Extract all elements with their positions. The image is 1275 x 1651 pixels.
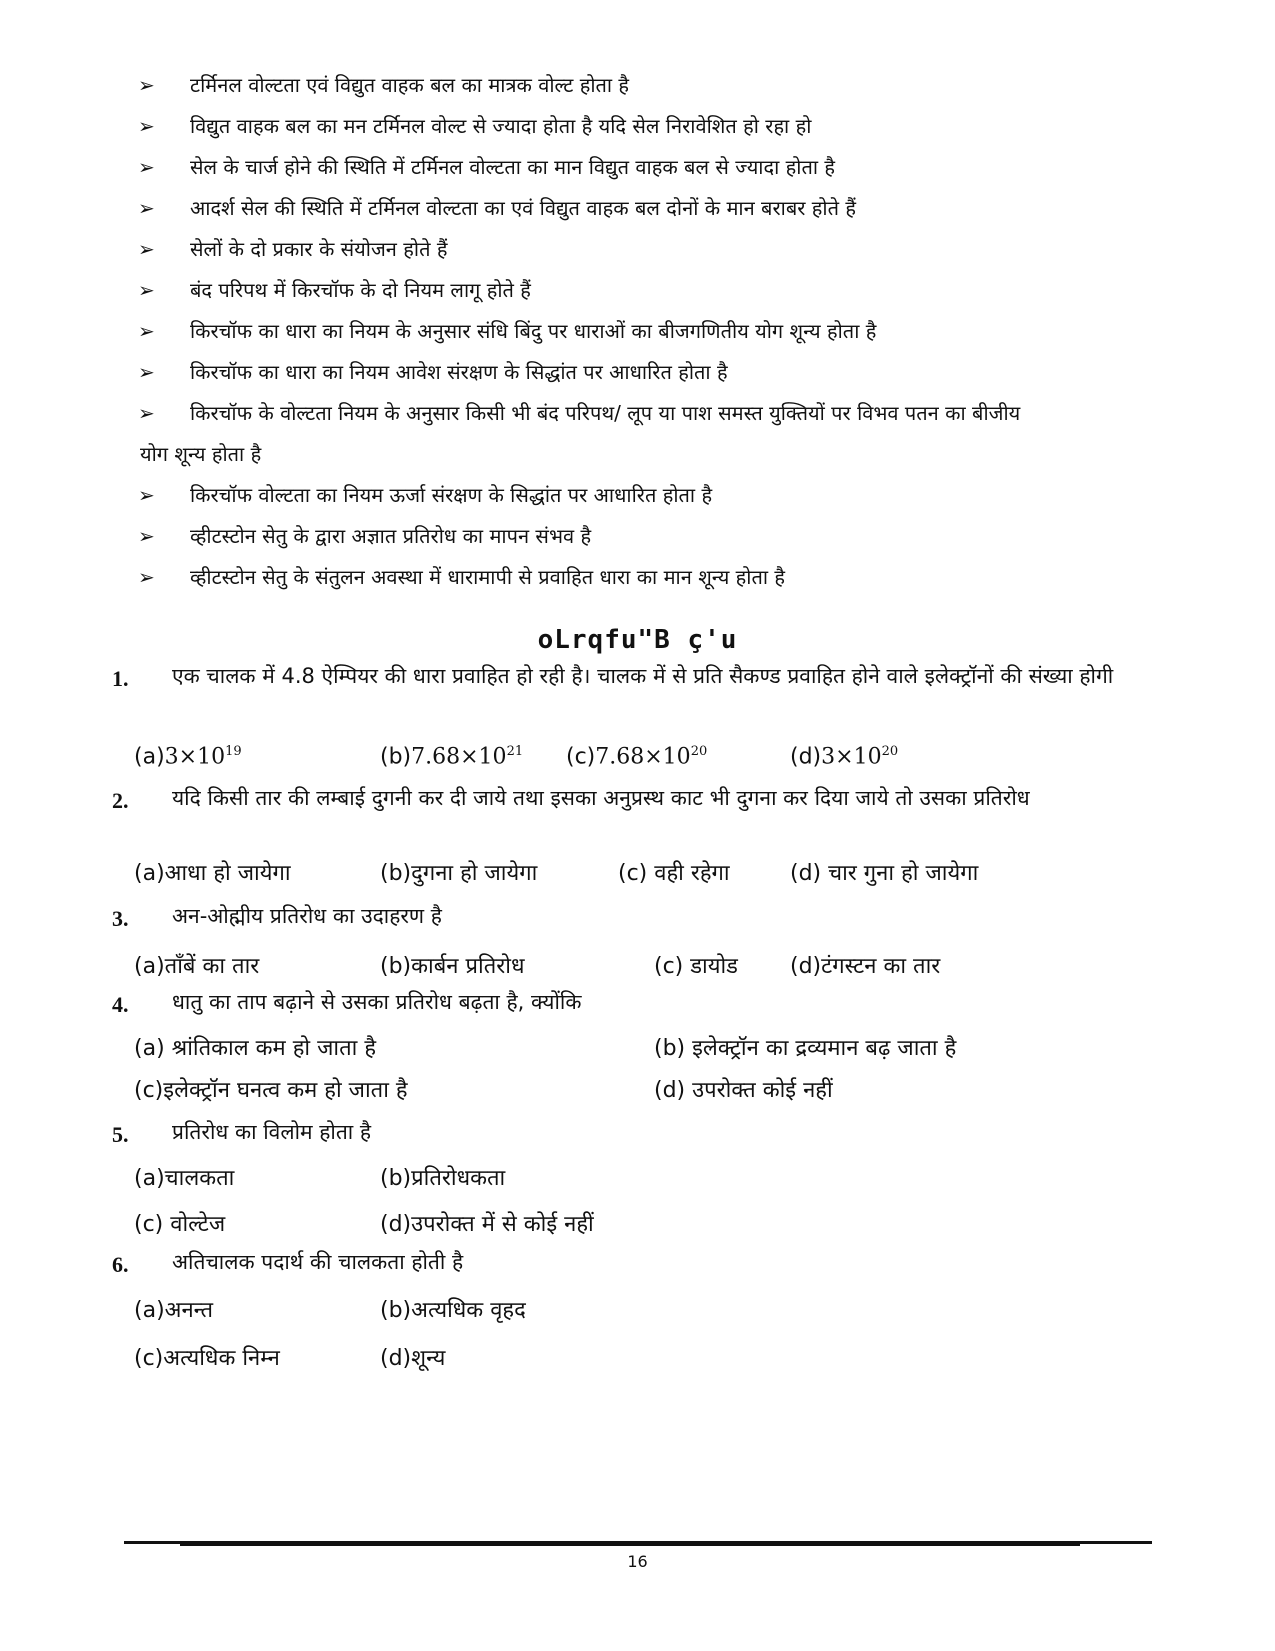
- option-c: (c)इलेक्ट्रॉन घनत्व कम हो जाता है: [134, 1078, 408, 1103]
- arrow-bullet-icon: ➢: [138, 278, 155, 302]
- question-text: अन-ओह्मीय प्रतिरोध का उदाहरण है: [172, 904, 442, 928]
- arrow-bullet-icon: ➢: [138, 114, 155, 138]
- option-c: (c) वही रहेगा: [618, 861, 730, 886]
- question-number: 4.: [112, 992, 129, 1017]
- question-number: 3.: [112, 906, 129, 931]
- question-text: प्रतिरोध का विलोम होता है: [172, 1120, 372, 1144]
- list-item: ➢ विद्युत वाहक बल का मन टर्मिनल वोल्ट से ज्यादा होता है यदि सेल निरावेशित हो रहा हो: [138, 114, 812, 138]
- option-d: (d)शून्य: [380, 1346, 446, 1371]
- arrow-bullet-icon: ➢: [138, 237, 155, 261]
- arrow-bullet-icon: ➢: [138, 360, 155, 384]
- list-item: ➢ किरचॉफ का धारा का नियम के अनुसार संधि बिंदु पर धाराओं का बीजगणितीय योग शून्य होता है: [138, 319, 877, 343]
- question-text: यदि किसी तार की लम्बाई दुगनी कर दी जाये तथा इसका अनुप्रस्थ काट भी दुगना कर दिया जाये तो उसका प्रतिरोध: [172, 786, 1030, 810]
- arrow-bullet-icon: ➢: [138, 565, 155, 589]
- option-b: (b)प्रतिरोधकता: [380, 1166, 506, 1191]
- option-b: (b)अत्यधिक वृहद: [380, 1298, 526, 1323]
- option-d: (d)टंगस्टन का तार: [790, 954, 941, 979]
- option-c: (c) डायोड: [654, 954, 738, 979]
- question-number: 5.: [112, 1122, 129, 1147]
- list-item: ➢ सेल के चार्ज होने की स्थिति में टर्मिनल वोल्टता का मान विद्युत वाहक बल से ज्यादा होता है: [138, 155, 835, 179]
- question-number: 2.: [112, 788, 129, 813]
- list-item: ➢ किरचॉफ वोल्टता का नियम ऊर्जा संरक्षण के सिद्धांत पर आधारित होता है: [138, 483, 713, 507]
- question-text: धातु का ताप बढ़ाने से उसका प्रतिरोध बढ़ता है, क्योंकि: [172, 990, 582, 1014]
- option-d: (d) चार गुना हो जायेगा: [790, 861, 979, 886]
- arrow-bullet-icon: ➢: [138, 401, 155, 425]
- footer-divider-shadow: [180, 1544, 1080, 1546]
- arrow-bullet-icon: ➢: [138, 483, 155, 507]
- section-heading: oLrqfu"B ç'u: [537, 625, 738, 655]
- option-c: (c) वोल्टेज: [134, 1212, 226, 1237]
- option-b: (b)कार्बन प्रतिरोध: [380, 954, 525, 979]
- option-d: $(d)3\times 10^{20}$: [790, 744, 899, 770]
- option-d: (d)उपरोक्त में से कोई नहीं: [380, 1212, 594, 1237]
- list-item: ➢ बंद परिपथ में किरचॉफ के दो नियम लागू होते हैं: [138, 278, 531, 302]
- question-number: 1.: [112, 666, 129, 691]
- arrow-bullet-icon: ➢: [138, 155, 155, 179]
- arrow-bullet-icon: ➢: [138, 524, 155, 548]
- option-b: (b)दुगना हो जायेगा: [380, 861, 538, 886]
- list-item: ➢ टर्मिनल वोल्टता एवं विद्युत वाहक बल का मात्रक वोल्ट होता है: [138, 73, 630, 97]
- list-item: ➢ व्हीटस्टोन सेतु के द्वारा अज्ञात प्रतिरोध का मापन संभव है: [138, 524, 592, 548]
- page-number: 16: [627, 1552, 648, 1571]
- list-item-continuation: योग शून्य होता है: [140, 442, 262, 466]
- arrow-bullet-icon: ➢: [138, 196, 155, 220]
- option-a: (a)ताँबें का तार: [134, 954, 260, 979]
- option-d: (d) उपरोक्त कोई नहीं: [654, 1078, 833, 1103]
- option-c: $(c)7.68\times 10^{20}$: [566, 744, 708, 770]
- arrow-bullet-icon: ➢: [138, 319, 155, 343]
- option-a: (a)अनन्त: [134, 1298, 213, 1323]
- option-a: $(a)3\times 10^{19}$: [134, 744, 242, 770]
- option-a: (a) श्रांतिकाल कम हो जाता है: [134, 1036, 377, 1061]
- arrow-bullet-icon: ➢: [138, 73, 155, 97]
- option-c: (c)अत्यधिक निम्न: [134, 1346, 280, 1371]
- option-a: (a)आधा हो जायेगा: [134, 861, 291, 886]
- option-b: $(b)7.68\times 10^{21}$: [380, 744, 524, 770]
- list-item: ➢ किरचॉफ का धारा का नियम आवेश संरक्षण के सिद्धांत पर आधारित होता है: [138, 360, 728, 384]
- list-item: ➢ सेलों के दो प्रकार के संयोजन होते हैं: [138, 237, 448, 261]
- list-item: ➢ आदर्श सेल की स्थिति में टर्मिनल वोल्टता का एवं विद्युत वाहक बल दोनों के मान बराबर होते हैं: [138, 196, 856, 220]
- question-text: एक चालक में 4.8 ऐम्पियर की धारा प्रवाहित हो रही है। चालक में से प्रति सैकण्ड प्रवाहित होने वाले इलेक्ट्रॉनों की संख्या होगी: [172, 664, 1114, 688]
- list-item: ➢ किरचॉफ के वोल्टता नियम के अनुसार किसी भी बंद परिपथ/ लूप या पाश समस्त युक्तियों पर विभव पतन का बीजीय: [138, 401, 1021, 425]
- option-a: (a)चालकता: [134, 1166, 235, 1191]
- question-number: 6.: [112, 1252, 129, 1277]
- question-text: अतिचालक पदार्थ की चालकता होती है: [172, 1250, 464, 1274]
- option-b: (b) इलेक्ट्रॉन का द्रव्यमान बढ़ जाता है: [654, 1036, 957, 1061]
- list-item: ➢ व्हीटस्टोन सेतु के संतुलन अवस्था में धारामापी से प्रवाहित धारा का मान शून्य होता है: [138, 565, 786, 589]
